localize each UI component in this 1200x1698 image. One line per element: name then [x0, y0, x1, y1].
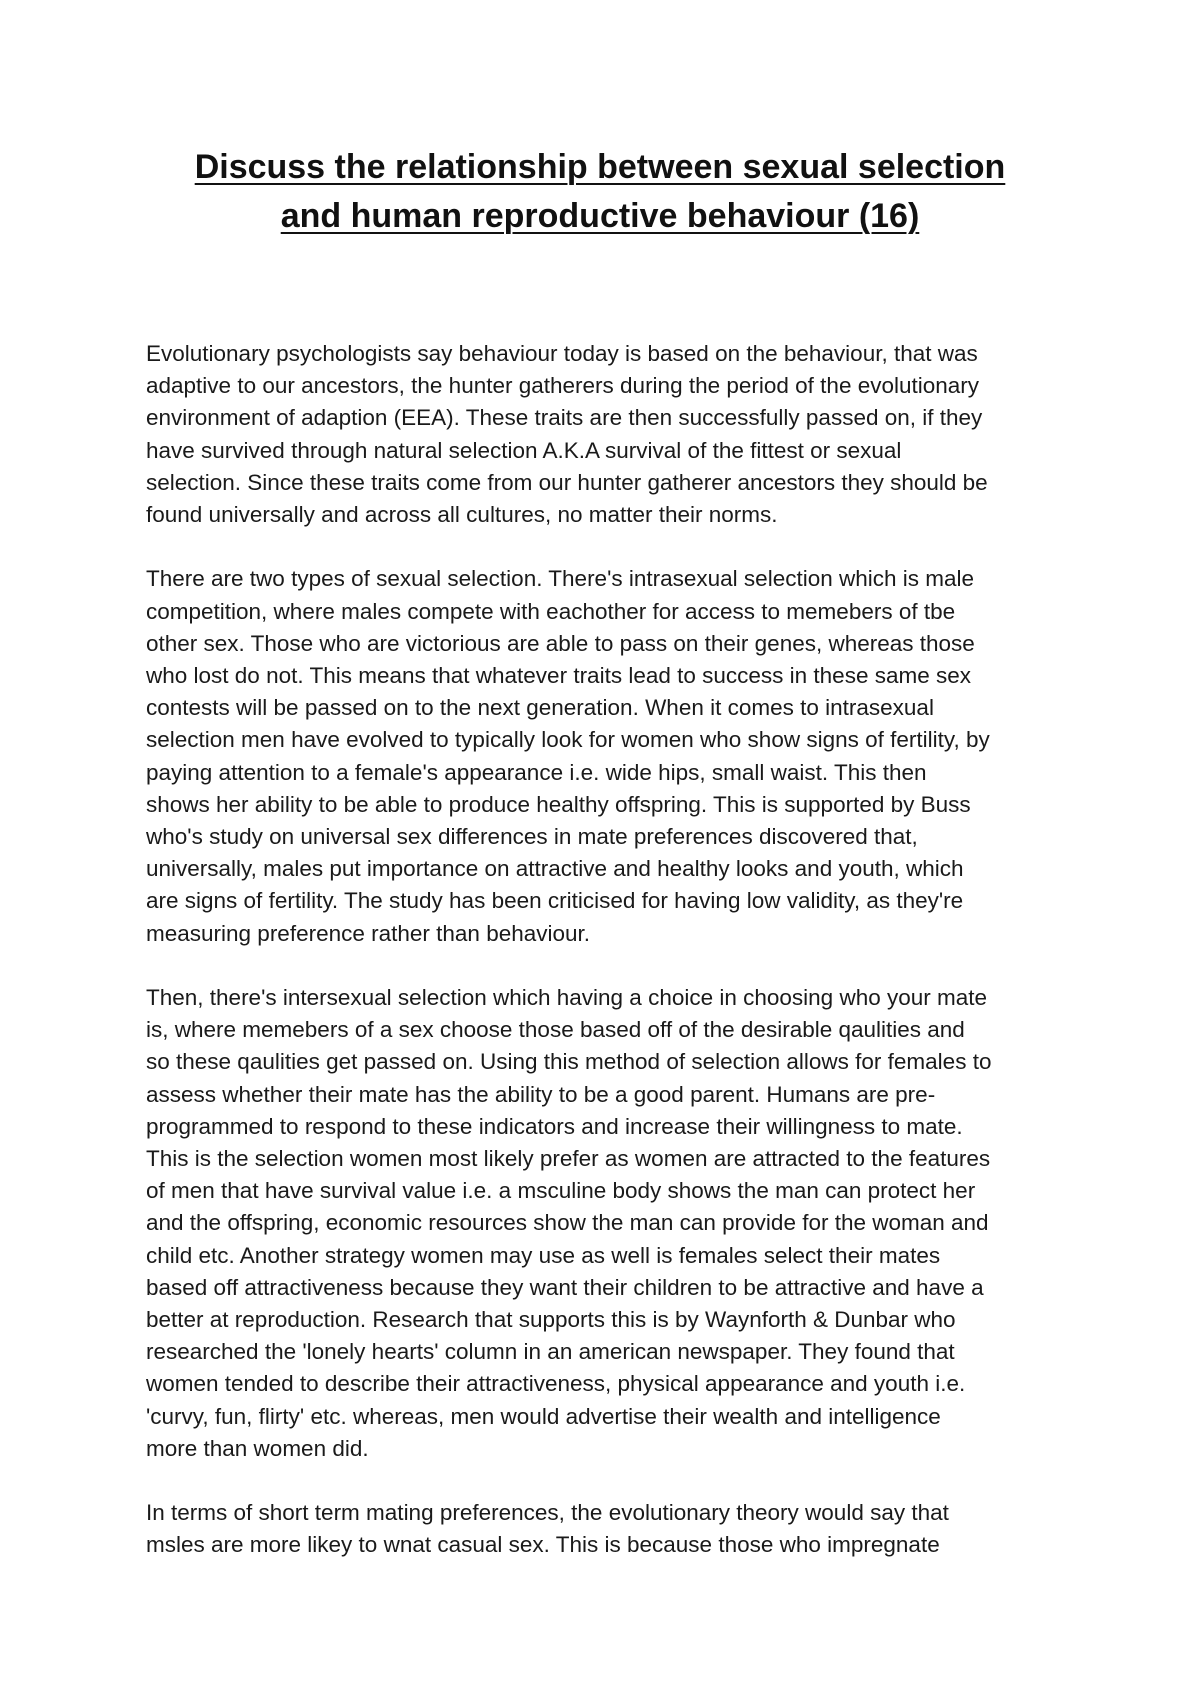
paragraph-line: assess whether their mate has the ability to be a good parent. Humans are pre-: [146, 1081, 936, 1107]
paragraph-line: selection. Since these traits come from our hunter gatherer ancestors they should be: [146, 469, 988, 495]
paragraph-line: child etc. Another strategy women may use as well is females select their mates: [146, 1242, 941, 1268]
paragraph-line: and the offspring, economic resources show the man can provide for the woman and: [146, 1210, 989, 1236]
paragraph-line: adaptive to our ancestors, the hunter gatherers during the period of the evolutionary: [146, 373, 980, 399]
paragraph-line: selection men have evolved to typically look for women who show signs of fertility, by: [146, 727, 990, 753]
paragraph-3: [146, 982, 1076, 1465]
paragraph-line: so these qaulities get passed on. Using this method of selection allows for females to: [146, 1049, 992, 1075]
paragraph-line: shows her ability to be able to produce healthy offspring. This is supported by Buss: [146, 791, 971, 817]
paragraph-line: There are two types of sexual selection. There's intrasexual selection which is male: [146, 566, 975, 592]
paragraph-line: msles are more likey to wnat casual sex. This is because those who impregnate: [146, 1532, 940, 1558]
title-line: and human reproductive behaviour (16): [280, 197, 920, 235]
paragraph-line: better at reproduction. Research that supports this is by Waynforth & Dunbar who: [146, 1307, 956, 1333]
essay-body: [146, 338, 1076, 1562]
paragraph-line: researched the 'lonely hearts' column in an american newspaper. They found that: [146, 1339, 955, 1365]
paragraph-line: more than women did.: [146, 1435, 369, 1461]
paragraph-line: This is the selection women most likely prefer as women are attracted to the features: [146, 1146, 991, 1172]
paragraph-line: women tended to describe their attractiveness, physical appearance and youth i.e.: [146, 1371, 966, 1397]
paragraph-line: other sex. Those who are victorious are able to pass on their genes, whereas those: [146, 630, 975, 656]
paragraph-line: found universally and across all cultures, no matter their norms.: [146, 502, 778, 528]
paragraph-line: programmed to respond to these indicators and increase their willingness to mate.: [146, 1113, 963, 1139]
paragraph-line: is, where memebers of a sex choose those based off of the desirable qaulities and: [146, 1017, 965, 1043]
paragraph-2: [146, 563, 1076, 949]
paragraph-1: [146, 338, 1076, 531]
paragraph-line: paying attention to a female's appearance i.e. wide hips, small waist. This then: [146, 759, 927, 785]
paragraph-line: of men that have survival value i.e. a msculine body shows the man can protect her: [146, 1178, 976, 1204]
paragraph-line: who lost do not. This means that whatever traits lead to success in these same sex: [146, 663, 971, 689]
paragraph-line: In terms of short term mating preferences, the evolutionary theory would say that: [146, 1500, 949, 1526]
paragraph-line: universally, males put importance on attractive and healthy looks and youth, which: [146, 856, 964, 882]
title-line: Discuss the relationship between sexual selection: [194, 148, 1006, 186]
paragraph-line: who's study on universal sex differences in mate preferences discovered that,: [146, 824, 918, 850]
paragraph-line: Evolutionary psychologists say behaviour today is based on the behaviour, that was: [146, 341, 978, 366]
paragraph-line: competition, where males compete with eachother for access to memebers of tbe: [146, 598, 956, 624]
paragraph-4: [146, 1497, 1076, 1561]
paragraph-line: have survived through natural selection A.K.A survival of the fittest or sexual: [146, 437, 902, 463]
paragraph-line: environment of adaption (EEA). These traits are then successfully passed on, if they: [146, 405, 983, 431]
paragraph-line: Then, there's intersexual selection which having a choice in choosing who your mate: [146, 985, 988, 1011]
paragraph-line: 'curvy, fun, flirty' etc. whereas, men would advertise their wealth and intelligence: [146, 1403, 941, 1429]
paragraph-line: contests will be passed on to the next generation. When it comes to intrasexual: [146, 695, 934, 721]
paragraph-line: are signs of fertility. The study has been criticised for having low validity, as they're: [146, 888, 964, 914]
essay-title: [120, 143, 1080, 241]
paragraph-line: based off attractiveness because they want their children to be attractive and have a: [146, 1274, 984, 1300]
paragraph-line: measuring preference rather than behaviour.: [146, 920, 591, 946]
